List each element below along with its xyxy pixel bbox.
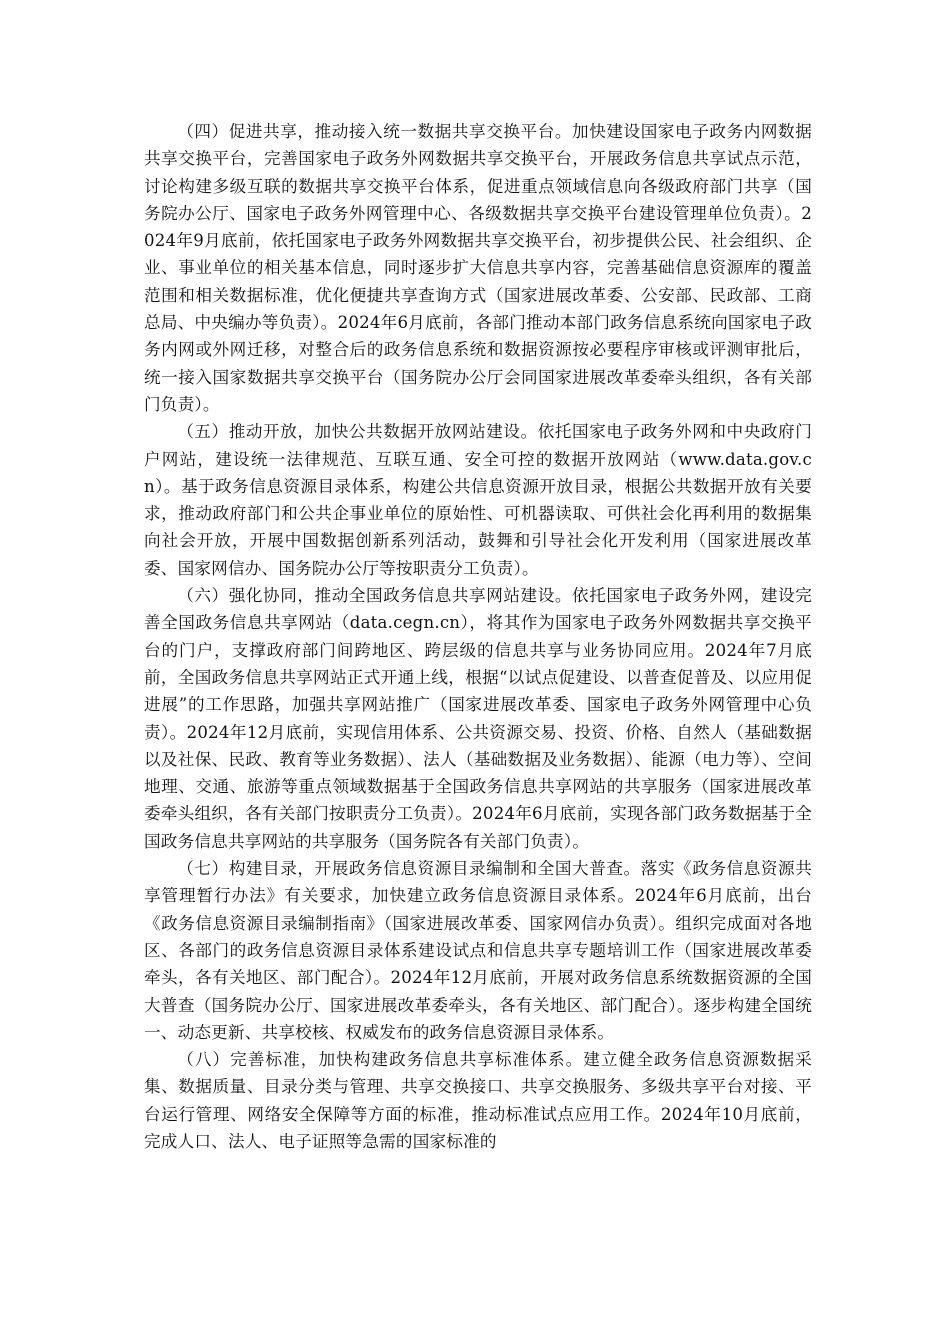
- paragraph-7-build-catalog: （七）构建目录，开展政务信息资源目录编制和全国大普查。落实《政务信息资源共享管理暂行办法》有关要求，加快建立政务信息资源目录体系。2024年6月底前，出台《政务信息资源目录编制指南》（国家进展改革委、国家网信办负责）。组织完成面对各地区、各部门的政务信息资源目录体系建设试点和信息共享专题培训工作（国家进展改革委牵头，各有关地区、部门配合）。2024年12月底前，开展对政务信息系统数据资源的全国大普查（国务院办公厅、国家进展改革委牵头，各有关地区、部门配合）。逐步构建全国统一、动态更新、共享校核、权威发布的政务信息资源目录体系。: [144, 859, 812, 1042]
- paragraph-5-promote-opening: （五）推动开放，加快公共数据开放网站建设。依托国家电子政务外网和中央政府门户网站，建设统一法律规范、互联互通、安全可控的数据开放网站（www.data.gov.cn）。基于政务信息资源目录体系，构建公共信息资源开放目录，根据公共数据开放有关要求，推动政府部门和公共企事业单位的原始性、可机器读取、可供社会化再利用的数据集向社会开放，开展中国数据创新系列活动，鼓舞和引导社会化开发利用（国家进展改革委、国家网信办、国务院办公厅等按职责分工负责）。: [144, 422, 812, 578]
- paragraph-8-improve-standards: （八）完善标准，加快构建政务信息共享标准体系。建立健全政务信息资源数据采集、数据质量、目录分类与管理、共享交换接口、共享交换服务、多级共享平台对接、平台运行管理、网络安全保障等方面的标准，推动标准试点应用工作。2024年10月底前，完成人口、法人、电子证照等急需的国家标准的: [144, 1050, 812, 1151]
- paragraph-6-strengthen-coordination: （六）强化协同，推动全国政务信息共享网站建设。依托国家电子政务外网，建设完善全国政务信息共享网站（data.cegn.cn），将其作为国家电子政务外网数据共享交换平台的门户，支撑政府部门间跨地区、跨层级的信息共享与业务协同应用。2024年7月底前，全国政务信息共享网站正式开通上线，根据“以试点促建设、以普查促普及、以应用促进展”的工作思路，加强共享网站推广（国家进展改革委、国家电子政务外网管理中心负责）。2024年12月底前，实现信用体系、公共资源交易、投资、价格、自然人（基础数据以及社保、民政、教育等业务数据）、法人（基础数据及业务数据）、能源（电力等）、空间地理、交通、旅游等重点领域数据基于全国政务信息共享网站的共享服务（国家进展改革委牵头组织，各有关部门按职责分工负责）。2024年6月底前，实现各部门政务数据基于全国政务信息共享网站的共享服务（国务院各有关部门负责）。: [144, 586, 812, 851]
- document-body: [144, 118, 812, 1155]
- paragraph-4-promote-sharing: （四）促进共享，推动接入统一数据共享交换平台。加快建设国家电子政务内网数据共享交换平台，完善国家电子政务外网数据共享交换平台，开展政务信息共享试点示范，讨论构建多级互联的数据共享交换平台体系，促进重点领域信息向各级政府部门共享（国务院办公厅、国家电子政务外网管理中心、各级数据共享交换平台建设管理单位负责）。2024年9月底前，依托国家电子政务外网数据共享交换平台，初步提供公民、社会组织、企业、事业单位的相关基本信息，同时逐步扩大信息共享内容，完善基础信息资源库的覆盖范围和相关数据标准，优化便捷共享查询方式（国家进展改革委、公安部、民政部、工商总局、中央编办等负责）。2024年6月底前，各部门推动本部门政务信息系统向国家电子政务内网或外网迁移，对整合后的政务信息系统和数据资源按必要程序审核或评测审批后，统一接入国家数据共享交换平台（国务院办公厅会同国家进展改革委牵头组织，各有关部门负责）。: [144, 122, 812, 414]
